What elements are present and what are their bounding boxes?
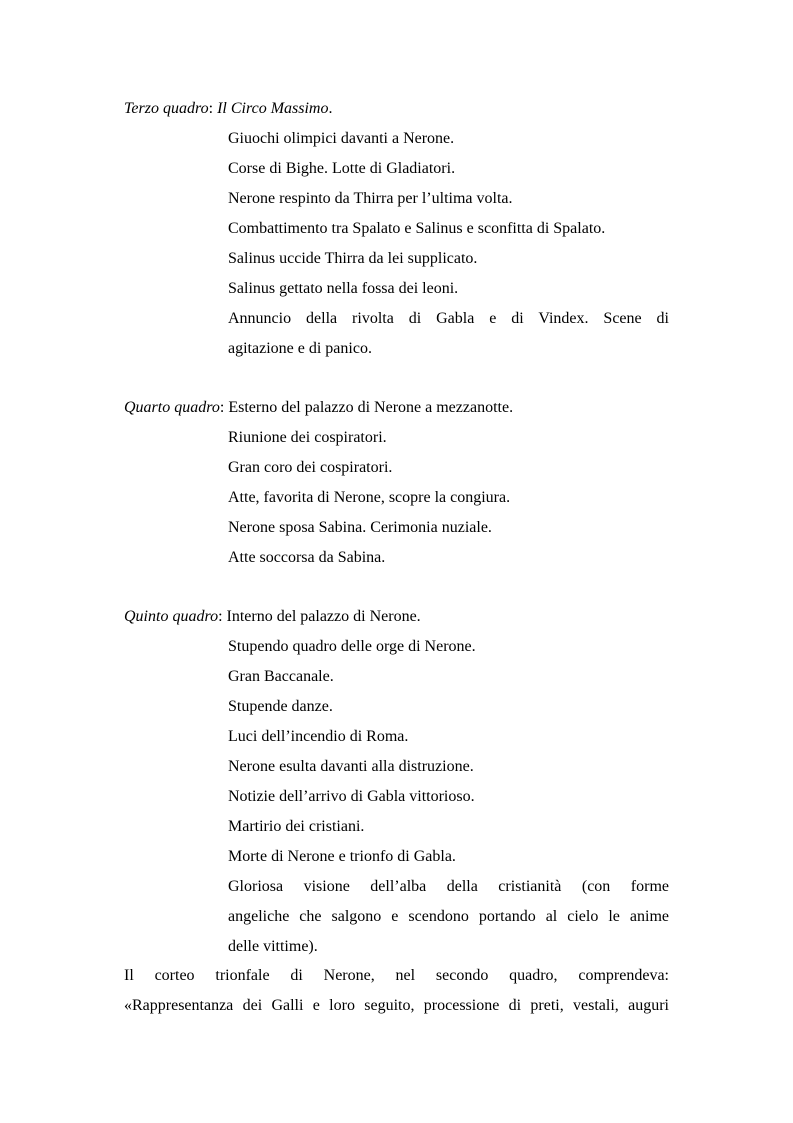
- list-item: delle vittime).: [228, 938, 318, 955]
- list-item: Notizie dell’arrivo di Gabla vittorioso.: [228, 788, 475, 805]
- list-item: Atte, favorita di Nerone, scopre la congiura.: [228, 489, 511, 506]
- list-item: Stupende danze.: [228, 698, 333, 715]
- list-item: agitazione e di panico.: [228, 340, 372, 357]
- section-title: Il Circo Massimo: [217, 100, 329, 117]
- list-item: Salinus uccide Thirra da lei supplicato.: [228, 250, 478, 267]
- list-item: Corse di Bighe. Lotte di Gladiatori.: [228, 160, 456, 177]
- section-title: Esterno del palazzo di Nerone a mezzanotte.: [228, 399, 514, 416]
- section-label: Terzo quadro: [124, 100, 209, 117]
- list-item: Annuncio della rivolta di Gabla e di Vindex. Scene di: [228, 310, 669, 327]
- list-item: Gran Baccanale.: [228, 668, 334, 685]
- list-item: Luci dell’incendio di Roma.: [228, 728, 409, 745]
- list-item: Nerone respinto da Thirra per l’ultima volta.: [228, 190, 513, 207]
- list-item: Morte di Nerone e trionfo di Gabla.: [228, 848, 456, 865]
- body-paragraph-line: «Rappresentanza dei Galli e loro seguito, processione di preti, vestali, auguri: [124, 997, 669, 1014]
- list-item: Giuochi olimpici davanti a Nerone.: [228, 130, 455, 147]
- list-item: Gloriosa visione dell’alba della cristianità (con forme: [228, 878, 669, 895]
- body-paragraph-line: Il corteo trionfale di Nerone, nel secondo quadro, comprendeva:: [124, 967, 669, 984]
- list-item: Nerone esulta davanti alla distruzione.: [228, 758, 474, 775]
- section-label: Quinto quadro: [124, 608, 219, 625]
- list-item: Martirio dei cristiani.: [228, 818, 365, 835]
- list-item: Gran coro dei cospiratori.: [228, 459, 393, 476]
- section-title: Interno del palazzo di Nerone.: [226, 608, 421, 625]
- list-item: Nerone sposa Sabina. Cerimonia nuziale.: [228, 519, 492, 536]
- section-heading-terzo: Terzo quadro: Il Circo Massimo.: [124, 100, 333, 117]
- list-item: Stupendo quadro delle orge di Nerone.: [228, 638, 476, 655]
- list-item: Salinus gettato nella fossa dei leoni.: [228, 280, 459, 297]
- list-item: Combattimento tra Spalato e Salinus e sconfitta di Spalato.: [228, 220, 606, 237]
- list-item: Atte soccorsa da Sabina.: [228, 549, 386, 566]
- section-label: Quarto quadro: [124, 399, 220, 416]
- list-item: Riunione dei cospiratori.: [228, 429, 387, 446]
- list-item: angeliche che salgono e scendono portando al cielo le anime: [228, 908, 669, 925]
- section-heading-quarto: Quarto quadro: Esterno del palazzo di Nerone a mezzanotte.: [124, 399, 514, 416]
- section-heading-quinto: Quinto quadro: Interno del palazzo di Nerone.: [124, 608, 421, 625]
